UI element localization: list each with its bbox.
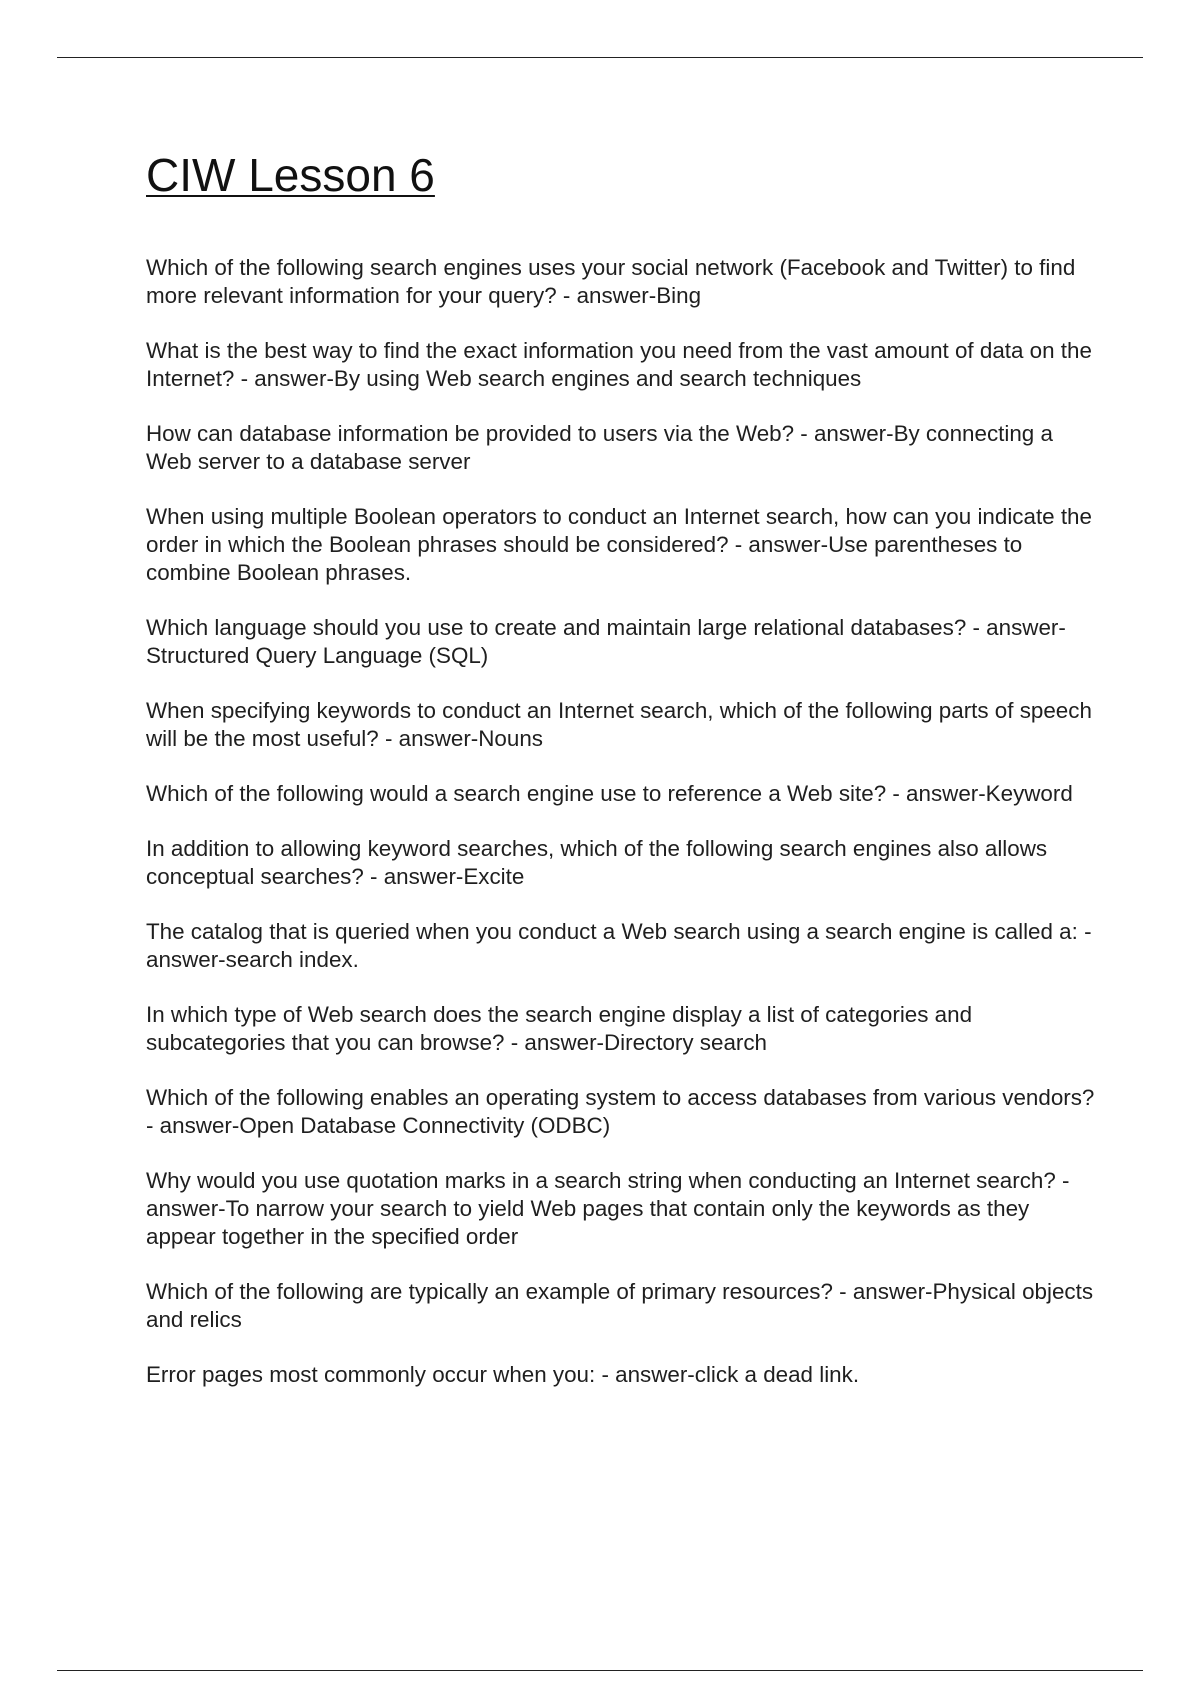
qa-item: Which of the following would a search engine use to reference a Web site? - answer-Keyword xyxy=(146,781,1073,806)
qa-item: Which language should you use to create and maintain large relational databases? - answer-Structured Query Language (SQL) xyxy=(146,615,1066,668)
qa-item: When using multiple Boolean operators to conduct an Internet search, how can you indicate the order in which the Boolean phrases should be considered? - answer-Use parentheses to combine Boolean phrases. xyxy=(146,504,1092,585)
bottom-rule xyxy=(57,1670,1143,1671)
page-title: CIW Lesson 6 xyxy=(146,149,435,201)
qa-list xyxy=(146,254,1096,1389)
qa-item: When specifying keywords to conduct an Internet search, which of the following parts of speech will be the most useful? - answer-Nouns xyxy=(146,698,1092,751)
top-rule xyxy=(57,57,1143,58)
qa-item: Which of the following enables an operating system to access databases from various vendors? - answer-Open Database Connectivity (ODBC) xyxy=(146,1085,1095,1138)
qa-item: Which of the following are typically an example of primary resources? - answer-Physical objects and relics xyxy=(146,1279,1094,1332)
qa-item: Which of the following search engines uses your social network (Facebook and Twitter) to find more relevant information for your query? - answer-Bing xyxy=(146,255,1076,308)
qa-item: In addition to allowing keyword searches, which of the following search engines also allows conceptual searches? - answer-Excite xyxy=(146,836,1048,889)
qa-item: Why would you use quotation marks in a search string when conducting an Internet search? - answer-To narrow your search to yield Web pages that contain only the keywords as they appear together in the specified order xyxy=(146,1168,1070,1249)
qa-item: What is the best way to find the exact information you need from the vast amount of data on the Internet? - answer-By using Web search engines and search techniques xyxy=(146,338,1092,391)
qa-item: The catalog that is queried when you conduct a Web search using a search engine is called a: - answer-search index. xyxy=(146,919,1092,972)
qa-item: How can database information be provided to users via the Web? - answer-By connecting a Web server to a database server xyxy=(146,421,1053,474)
document-body xyxy=(146,148,1096,1416)
qa-item: Error pages most commonly occur when you: - answer-click a dead link. xyxy=(146,1362,860,1387)
qa-item: In which type of Web search does the search engine display a list of categories and subcategories that you can browse? - answer-Directory search xyxy=(146,1002,973,1055)
